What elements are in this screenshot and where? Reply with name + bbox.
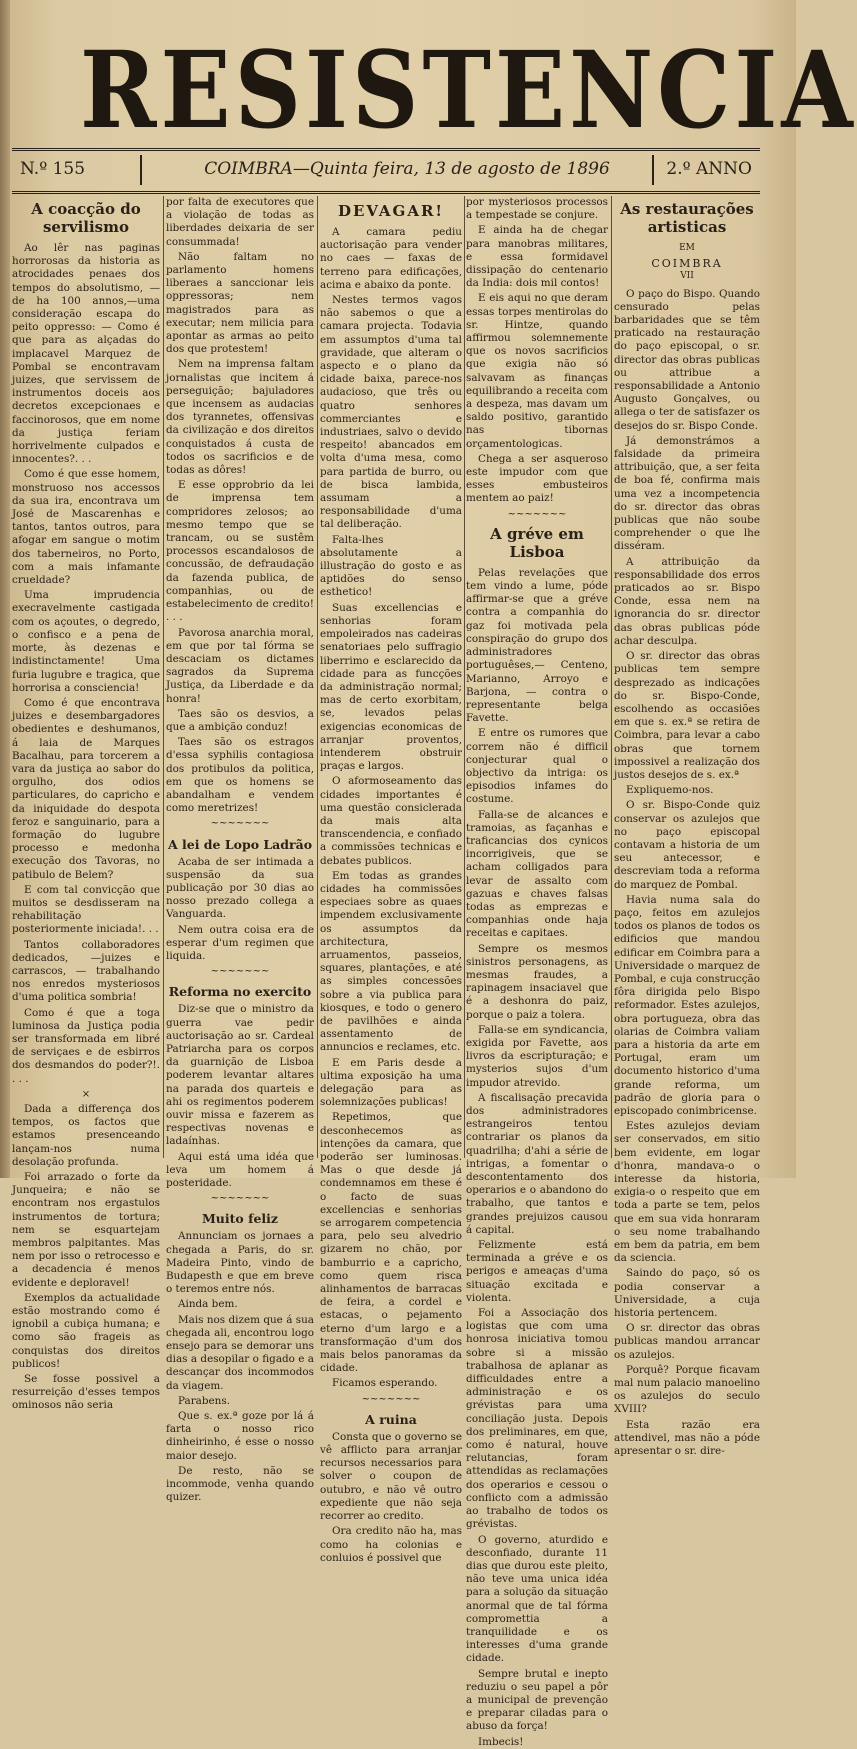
paragraph: Sempre os mesmos sinistros personagens, as mesmas fraudes, a rapinagem insaciavel que é a deshonra do paiz, porque o paiz a tolera. xyxy=(466,942,608,1021)
paragraph: Porquê? Porque ficavam mal num palacio manoelino os azulejos do seculo XVIII? xyxy=(614,1363,760,1416)
paragraph: Sempre brutal e inepto reduziu o seu papel a pôr a municipal de prevenção e preparar ciladas para o abuso da força! xyxy=(466,1667,608,1733)
paragraph: Imbecis! xyxy=(478,1735,524,1748)
paragraph: Como é que a toga luminosa da Justiça podia ser transformada em libré de serviçaes e de esbirros dos desmandos do poder?!. . . . xyxy=(12,1006,160,1085)
paragraph: Pelas revelações que tem vindo a lume, póde affirmar-se que a gréve contra a companhia do gaz foi motivada pela conspiração do grupo dos administradores portuguêses,— Centeno, Marianno, Arroyo e Barjona, — contra o representante belga Favette. xyxy=(466,566,608,725)
paragraph: E esse opprobrio da lei de imprensa tem compridores zelosos; ao mesmo tempo que se trancam, ou se sustêm processos escandalosos de concussão, de defraudação da fazenda publica, de companhias, ou de estabelecimento de credito! . . . xyxy=(166,479,314,624)
masthead-title: RESISTENCIA xyxy=(80,27,857,153)
paragraph: Ainda bem. xyxy=(178,1298,238,1311)
paragraph: Havia numa sala do paço, feitos em azulejos todos os planos de todos os edificios que mandou edificar em Coimbra para a Universidade o marquez de Pombal, e cuja construcção fôra dirigida pelo Bispo reformador. Estes azulejos, obra portugueza, obra das olarias de Coimbra valiam para a historia da arte em Portugal, eram um documento historico d'uma grande reforma, um padrão de gloria para o episcopado conimbricense. xyxy=(614,893,760,1117)
paragraph: Uma imprudencia execravelmente castigada com os açoutes, o degredo, o confisco e a pena de morte, às dezenas e indistinctamente! Uma furia lugubre e tragica, que horrorisa a consciencia! xyxy=(12,589,160,694)
paragraph: Já demonstrámos a falsidade da primeira attribuição, que, a ser feita de boa fé, confirma mais uma vez a incompetencia do sr. director das obras publicas que não soube comprehender o que lhe disséram. xyxy=(614,434,760,553)
paragraph: Foi arrazado o forte da Junqueira; e não se encontram nos ergastulos instrumentos de tortura; nem se esquartejam membros palpitantes. Mas nem por isso o retrocesso e a decadencia é menos evidente e deploravel! xyxy=(12,1171,160,1289)
paragraph: por falta de executores que a violação de todas as liberdades deixaria de ser consummada! xyxy=(166,196,314,248)
dateline: COIMBRA—Quinta feira, 13 de agosto de 1896 xyxy=(204,159,610,179)
paragraph: Nestes termos vagos não sabemos o que a camara projecta. Todavia em assumptos d'uma tal gravidade, que alteram o aspecto e o plano da cidade baixa, parece-nos audacioso, que três ou quatro senhores commerciantes e industriaes, salvo o devido respeito! abancados em volta d'uma mesa, como para partida de burro, ou de bisca lambida, assumam a responsabilidade d'uma tal deliberação. xyxy=(320,294,462,531)
ornament-divider: ~~~~~~~ xyxy=(210,818,270,830)
paragraph: O sr. director das obras publicas tem sempre desprezado as indicações do sr. Bispo-Conde, escolhendo as occasiões em que s. ex.ª se retira de Coimbra, para levar a cabo obras que tornem impossivel a realização dos justos desejos de s. ex.ª xyxy=(614,650,760,781)
paragraph: Suas excellencias e senhorias foram empoleirados nas cadeiras senatoriaes pelo suffragio liberrimo e esclarecido da cidade para as funcções da administração normal; mas de certo exorbitam, se, levados pelas exigencias economicas de arranjar proventos, intenderem obstruir praças e largos. xyxy=(320,601,462,773)
paragraph: Exemplos da actualidade estão mostrando como é ignobil a cubiça humana; e como são frageis as conquistas dos direitos publicos! xyxy=(12,1291,160,1370)
paragraph: Expliquemo-nos. xyxy=(626,784,714,797)
paragraph: O sr. Bispo-Conde quiz conservar os azulejos que no paço episcopal contavam a historia de um seu antecessor, e descreviam toda a reforma do marquez de Pombal. xyxy=(614,799,760,891)
article-heading: A gréve em Lisboa xyxy=(490,524,584,561)
paragraph: Taes são os desvios, a que a ambição conduz! xyxy=(166,707,314,733)
paragraph: Consta que o governo se vê afflicto para arranjar recursos necessarios para solver o coupon de outubro, e não vê outro expediente que não seja recorrer ao credito. xyxy=(320,1430,462,1523)
paragraph: Dada a differença dos tempos, os factos que estamos presenceando lançam-nos numa desolação profunda. xyxy=(12,1103,160,1168)
ornament-divider: ~~~~~~~ xyxy=(210,1193,270,1205)
heading-city: COIMBRA xyxy=(651,257,723,271)
article-heading: Reforma no exercito xyxy=(168,984,312,1000)
ornament-divider: ~~~~~~~ xyxy=(361,1393,421,1405)
paragraph: A camara pediu auctorisação para vender no caes — faxas de terreno para edificações, acima e abaixo da ponte. xyxy=(320,226,462,291)
paragraph: Tantos collaboradores dedicados, —juizes e carrascos, — trabalhando nos enredos mysteriosos d'uma politica sombria! xyxy=(12,938,160,1004)
paragraph: por mysteriosos processos a tempestade se conjure. xyxy=(466,196,608,222)
ornament-divider: ~~~~~~~ xyxy=(507,508,567,520)
paragraph: Esta razão era attendivel, mas não a póde apresentar o sr. dire- xyxy=(614,1418,760,1458)
paragraph: A fiscalisação precavida dos administradores estrangeiros tentou contrariar os planos da quadrilha; d'ahi a série de intrigas, a fomentar o descontentamento dos operarios e o abandono do trabalho, que tantos e grandes prejuizos causou á capital. xyxy=(466,1091,608,1236)
paragraph: Taes são os estragos d'essa syphilis contagiosa dos protibulos da politica, em que os homens se abandalham e vendem como meretrizes! xyxy=(166,736,314,815)
column-rule xyxy=(611,196,612,1158)
paragraph: Saindo do paço, só os podia conservar a Universidade, a cuja historia pertencem. xyxy=(614,1267,760,1320)
article-heading: A lei de Lopo Ladrão xyxy=(167,836,313,852)
paragraph: Acaba de ser intimada a suspensão da sua publicação por 30 dias ao nosso prezado collega a Vanguarda. xyxy=(166,855,314,921)
year-label: 2.º ANNO xyxy=(666,159,752,179)
paragraph: Ao lêr nas paginas horrorosas da historia as atrocidades penaes dos tempos do absolutismo, — de ha 100 annos,—uma consideração escapa do peito oppresso: — Como é que para as alçadas do implacavel Marquez de Pombal se encontravam juizes, que servissem de instrumentos doceis aos decretos excepcionaes e faccinorosos, que em nome da justiça feriam horrivelmente culpados e innocentes?. . . xyxy=(12,242,160,466)
info-divider xyxy=(140,155,142,185)
paragraph: Nem outra coisa era de esperar d'um regimen que liquida. xyxy=(166,923,314,962)
column-rule xyxy=(163,196,164,1158)
column-3 xyxy=(320,196,462,1564)
paragraph: Falla-se de alcances e tramoias, as façanhas e traficancias dos cynicos incorrigiveis, que se acham colligados para levar de assalto com gazuas e chaves falsas todas as emprezas e companhias onde haja receitas e capitaes. xyxy=(466,808,608,940)
paragraph: Mais nos dizem que á sua chegada ali, encontrou logo ensejo para se demorar uns dias a desopilar o figado e a descançar dos incommodos da viagem. xyxy=(166,1313,314,1392)
paragraph: E entre os rumores que correm não é difficil conjecturar qual o objectivo da intriga: os episodios infames do costume. xyxy=(466,727,608,806)
paragraph: Em todas as grandes cidades ha commissões especiaes sobre as quaes impendem exclusivamente os assumptos da architectura, arruamentos, passeios, squares, plantações, e até as simples concessões sobre a via publica para kiosques, e todo o genero de pavilhões e ainda assentamento de annuncios e reclames, etc. xyxy=(320,869,462,1054)
part-number: VII xyxy=(680,271,694,282)
paragraph: Pavorosa anarchia moral, em que por tal fórma se descaciam os dictames sagrados da Suprema Justiça, da Liberdade e da honra! xyxy=(166,626,314,705)
paragraph: O sr. director das obras publicas mandou arrancar os azulejos. xyxy=(614,1322,760,1361)
paragraph: Se fosse possivel a resurreição d'esses tempos ominosos não seria xyxy=(12,1373,160,1412)
ornament-divider: ~~~~~~~ xyxy=(210,966,270,978)
paragraph: Que s. ex.ª goze por lá á farta o nosso rico dinheirinho, é esse o nosso maior desejo. xyxy=(166,1410,314,1462)
heading-connector: EM xyxy=(679,243,695,253)
section-separator: × xyxy=(81,1088,91,1100)
paragraph: Como é que encontrava juizes e desembargadores obedientes e deshumanos, á laia de Marques Bacalhau, para torcerem a vara da justiça ao sabor do orgulho, dos odios particulares, do capricho e da iniquidade do despota feroz e sanguinario, para a formação do lugubre processo e medonha execução dos Tavoras, no patibulo de Belem? xyxy=(12,696,160,881)
issue-number: N.º 155 xyxy=(20,159,86,179)
paragraph: O governo, aturdido e desconfiado, durante 11 dias que durou este pleito, não teve uma unica idéa para a solução da situação anormal que de tal fórma compromettia a tranquilidade e os interesses d'uma grande cidade. xyxy=(466,1533,608,1665)
paragraph: De resto, não se incommode, venha quando quizer. xyxy=(166,1464,314,1504)
paragraph: Foi a Associação dos logistas que com uma honrosa iniciativa tomou sobre si a missão trabalhosa de aplanar as difficuldades entre a administração e os grévistas para uma conciliação justa. Depois dos preliminares, em que, como é natural, houve relutancias, foram attendidas as reclamações dos operarios e cessou o conflicto com a admissão ao trabalho de todos os grévistas. xyxy=(466,1307,608,1531)
paragraph: Parabens. xyxy=(178,1394,231,1407)
article-heading: DEVAGAR! xyxy=(337,202,445,220)
column-2 xyxy=(166,196,314,1504)
paragraph: Nem na imprensa faltam jornalistas que incitem á perseguição; bajuladores que incensem as audacias dos tyrannetes, offensivas da civilização e dos direitos conquistados á custa de todos os sacrificios e de todas as dôres! xyxy=(166,358,314,477)
paragraph: Repetimos, que desconhecemos as intenções da camara, que poderão ser luminosas. Mas o que desde já condemnamos em these é o facto de suas excellencias e senhorias se arrogarem competencia para, pelo seu alvedrio gizarem no chão, por bamburrio e a capricho, como quem risca alinhamentos de barracas de feira, a cordel e estacas, o pejamento eterno d'um largo e a transformação d'um dos mais belos panoramas da cidade. xyxy=(320,1111,462,1375)
paragraph: Annunciam os jornaes a chegada a Paris, do sr. Madeira Pinto, vindo de Budapesth e que em breve o teremos entre nós. xyxy=(166,1230,314,1296)
paragraph: E ainda ha de chegar para manobras militares, e essa formidavel dissipação do centenario da India: dois mil contos! xyxy=(466,224,608,290)
article-heading: A ruina xyxy=(365,1411,417,1427)
paragraph: Aqui está uma idéa que leva um homem á posteridade. xyxy=(166,1150,314,1190)
book-spine xyxy=(0,0,10,1178)
paragraph: Chega a ser asqueroso este impudor com que esses embusteiros mentem ao paiz! xyxy=(466,452,608,505)
paragraph: O aformoseamento das cidades importantes é uma questão consiclerada da mais alta transcendencia, e confiado a commissões technicas e debates publicos. xyxy=(320,775,462,867)
column-rule xyxy=(317,196,318,1158)
paragraph: Falta-lhes absolutamente a illustração do gosto e as aptidões do senso esthetico! xyxy=(320,533,462,599)
paragraph: Felizmente está terminada a gréve e os perigos e ameaças d'uma situação excitada e violenta. xyxy=(466,1239,608,1304)
column-4 xyxy=(466,196,608,1748)
paragraph: E com tal convicção que muitos se desdisseram na rehabilitação posteriormente iniciada!. . . xyxy=(12,883,160,936)
paragraph: Diz-se que o ministro da guerra vae pedir auctorisação ao sr. Cardeal Patriarcha para os corpos da guarnição de Lisboa poderem levantar altares na parada dos quarteis e ahi os regimentos poderem ouvir missa e fazerem as respectivas novenas e ladaínhas. xyxy=(166,1003,314,1148)
paragraph: Falla-se em syndicancia, exigida por Favette, aos livros da escripturação; e mysterios sujos d'um impudor atrevido. xyxy=(466,1023,608,1089)
paragraph: Estes azulejos deviam ser conservados, em sitio bem evidente, em logar d'honra, mandava-o o interesse da historia, exigia-o o respeito que em toda a parte se tem, pelos que em sua vida honraram o seu nome trabalhando em bem da patria, em bem da sciencia. xyxy=(614,1120,760,1265)
paragraph: Não faltam no parlamento homens liberaes a sanccionar leis oppressoras; nem magistrados para as executar; nem milicia para apontar as armas ao peito dos que protestem! xyxy=(166,250,314,356)
paragraph: O paço do Bispo. Quando censurado pelas barbaridades que se têm praticado na restauração do paço episcopal, o sr. director das obras publicas ou attribue a responsabilidade a Antonio Augusto Gonçalves, ou allega o ter de satisfazer os desejos do sr. Bispo Conde. xyxy=(614,287,760,432)
article-heading: A coacção do servilismo xyxy=(31,200,141,236)
article-heading: As restaurações artisticas xyxy=(620,200,754,236)
paragraph: Como é que esse homem, monstruoso nos accessos da sua ira, encontrava um José de Mascarenhas e tantos, tantos outros, para afogar em sangue o motim dos taberneiros, no Porto, com a mais infamante crueldade? xyxy=(12,468,160,587)
paragraph: Ora credito não ha, mas como ha colonias e conluios é possivel que xyxy=(320,1525,462,1564)
article-heading: Muito feliz xyxy=(201,1211,279,1227)
column-1 xyxy=(12,196,160,1412)
paragraph: Ficamos esperando. xyxy=(332,1377,438,1390)
paragraph: A attribuição da responsabilidade dos erros praticados ao sr. Bispo Conde, essa nem na ignorancia do sr. director das obras publicas póde achar desculpa. xyxy=(614,555,760,647)
paragraph: E em Paris desde a ultima exposição ha uma delegação para as solemnizações publicas! xyxy=(320,1056,462,1109)
column-rule xyxy=(464,196,465,1158)
info-bar xyxy=(12,148,760,194)
paragraph: E eis aqui no que deram essas torpes mentirolas do sr. Hintze, quando affirmou solemnemente que os novos sacrificios que exigia não só salvavam as finanças equilibrando a receita com a despeza, mas davam um saldo positivo, garantido nas tibornas orçamentologicas. xyxy=(466,292,608,450)
column-5 xyxy=(614,196,760,1458)
